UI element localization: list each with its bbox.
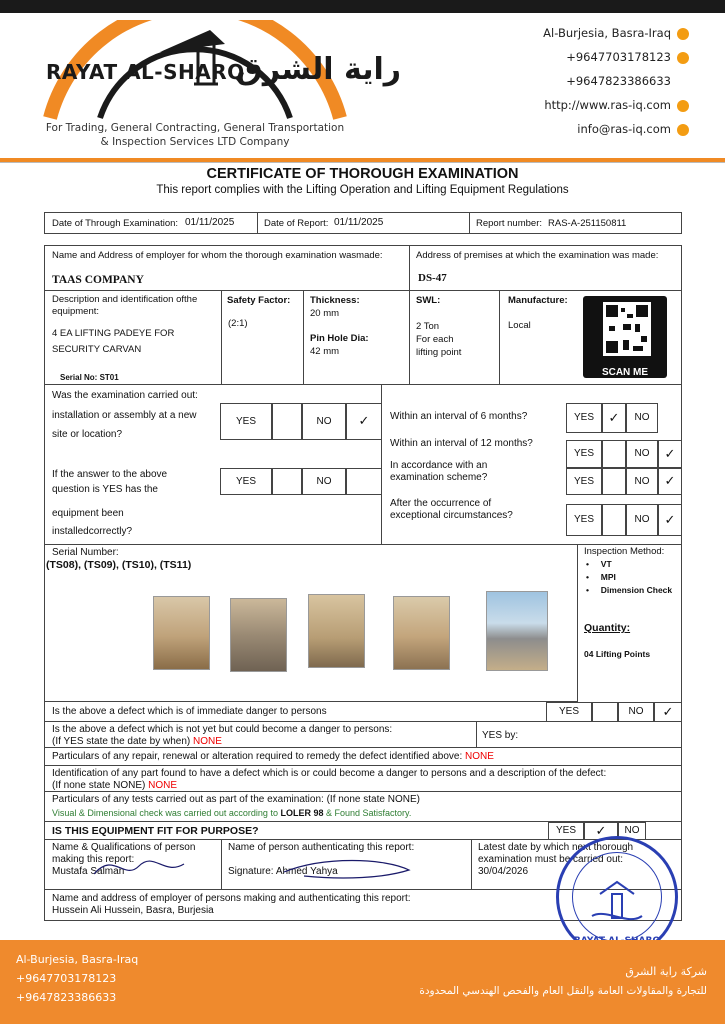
employer-persons-label: Name and address of employer of persons making and authenticating this report: bbox=[52, 893, 411, 904]
qualifications-label-1: Name & Qualifications of person bbox=[52, 842, 196, 853]
qualifications-label-2: making this report: bbox=[52, 854, 135, 865]
q2-line-2: question is YES has the bbox=[52, 484, 158, 495]
scan-me-label: SCAN ME bbox=[601, 367, 649, 378]
q1-line-3: site or location? bbox=[52, 429, 123, 440]
swl-value-3: lifting point bbox=[416, 347, 462, 358]
q5-yes-box[interactable] bbox=[602, 468, 626, 495]
manufacture-label: Manufacture: bbox=[508, 295, 568, 306]
q2-no[interactable]: NO bbox=[302, 468, 346, 495]
certificate-title: CERTIFICATE OF THOROUGH EXAMINATION bbox=[206, 166, 519, 182]
defect-4-label: Identification of any part found to have a defect which is or could become a danger to persons and a description of the defect: bbox=[52, 768, 607, 779]
inspection-method-3: • Dimension Check bbox=[586, 585, 673, 595]
brand-name-ar: راية الشرق bbox=[236, 52, 402, 87]
qr-pattern-icon bbox=[583, 296, 667, 360]
q2-line-1: If the answer to the above bbox=[52, 469, 168, 480]
photo-padeye-2 bbox=[230, 598, 287, 672]
header-address-text: Al-Burjesia, Basra-Iraq bbox=[543, 26, 671, 40]
pinhole-value: 42 mm bbox=[310, 346, 340, 357]
q3-label: Within an interval of 6 months? bbox=[390, 411, 528, 422]
defect-5-note-a: Visual & Dimensional check was carried out according to bbox=[52, 808, 278, 818]
defect-5-note-b: LOLER 98 bbox=[280, 808, 324, 818]
defect-1-no-check[interactable]: ✓ bbox=[654, 702, 682, 722]
qr-code[interactable] bbox=[583, 296, 667, 378]
q1-yes-box[interactable] bbox=[272, 403, 302, 440]
safety-value: (2:1) bbox=[228, 318, 248, 329]
tagline-line-1: For Trading, General Contracting, General Transportation bbox=[45, 122, 345, 134]
employer-label: Name and Address of employer for whom the thorough examination wasmade: bbox=[52, 250, 383, 261]
defect-1-yes[interactable]: YES bbox=[546, 702, 592, 722]
quantity-value: 04 Lifting Points bbox=[584, 649, 651, 659]
authenticating-label: Name of person authenticating this report: bbox=[228, 842, 415, 853]
latest-date-label-2: examination must be carried out: bbox=[478, 854, 624, 865]
photo-padeye-3 bbox=[308, 594, 365, 668]
q3-yes-check[interactable]: ✓ bbox=[602, 403, 626, 433]
q4-yes[interactable]: YES bbox=[566, 440, 602, 468]
q4-yes-box[interactable] bbox=[602, 440, 626, 468]
q2-yes-box[interactable] bbox=[272, 468, 302, 495]
defect-1-no[interactable]: NO bbox=[618, 702, 654, 722]
footer-phone-2: +9647823386633 bbox=[16, 991, 117, 1004]
q2-no-box[interactable] bbox=[346, 468, 382, 495]
report-date-label: Date of Report: bbox=[264, 218, 329, 229]
header-email[interactable] bbox=[577, 122, 689, 136]
footer-address: Al-Burjesia, Basra-Iraq bbox=[16, 953, 139, 966]
premises-label: Address of premises at which the examination was made: bbox=[416, 250, 659, 261]
q1-yes[interactable]: YES bbox=[220, 403, 272, 440]
header-phone-1-text: +9647703178123 bbox=[566, 50, 671, 64]
inspection-method-1-text: VT bbox=[600, 559, 612, 569]
description-label: Description and identification ofthe equipment: bbox=[52, 294, 198, 317]
footer-arabic-1: شركة راية الشرق bbox=[625, 965, 707, 978]
serial-no: Serial No: ST01 bbox=[60, 373, 119, 382]
defect-5-note bbox=[52, 807, 411, 819]
photo-padeye-4 bbox=[393, 596, 450, 670]
swl-label: SWL: bbox=[416, 295, 441, 306]
header-email-text[interactable]: info@ras-iq.com bbox=[577, 122, 671, 136]
q4-label: Within an interval of 12 months? bbox=[390, 438, 533, 449]
q1-line-1: Was the examination carried out: bbox=[52, 390, 198, 401]
qualifications-value: Mustafa Salman bbox=[52, 866, 125, 877]
inspection-method-3-text: Dimension Check bbox=[600, 585, 673, 595]
fit-no[interactable]: NO bbox=[618, 822, 646, 840]
defect-5-note-c: & Found Satisfactory. bbox=[326, 808, 412, 818]
latest-date-value: 30/04/2026 bbox=[478, 866, 529, 877]
header-divider-line bbox=[0, 162, 725, 163]
defect-1-label: Is the above a defect which is of immediate danger to persons bbox=[52, 706, 327, 717]
report-number-value: RAS-A-251150811 bbox=[548, 218, 627, 229]
thickness-label: Thickness: bbox=[310, 295, 360, 306]
authenticating-value: Signature: Ahmed Yahya bbox=[228, 866, 338, 877]
phone-icon bbox=[677, 52, 689, 64]
latest-date-label-1: Latest date by which next thorough bbox=[478, 842, 634, 853]
header-phone-2-text: +9647823386633 bbox=[566, 74, 671, 88]
quantity-label: Quantity: bbox=[584, 622, 631, 634]
photo-caravan bbox=[486, 591, 548, 671]
defect-2-note bbox=[52, 736, 222, 748]
serial-number-label: Serial Number: bbox=[52, 547, 119, 558]
q5-line-2: examination scheme? bbox=[390, 472, 488, 483]
employer-persons-value: Hussein Ali Hussein, Basra, Burjesia bbox=[52, 905, 214, 916]
inspection-method-1: • VT bbox=[586, 559, 612, 569]
location-icon bbox=[677, 28, 689, 40]
defect-4-note bbox=[52, 780, 177, 792]
exam-date-value: 01/11/2025 bbox=[185, 217, 235, 228]
q2-line-3: equipment been bbox=[52, 508, 124, 519]
globe-icon bbox=[677, 100, 689, 112]
manufacture-value: Local bbox=[508, 320, 531, 331]
footer-arabic-2: للتجارة والمقاولات العامة والنقل العام والفحص الهندسي المحدودة bbox=[419, 985, 707, 997]
report-date-value: 01/11/2025 bbox=[334, 217, 384, 228]
defect-2-label: Is the above a defect which is not yet but could become a danger to persons: bbox=[52, 724, 393, 735]
fit-yes-check[interactable]: ✓ bbox=[584, 822, 618, 840]
employer-value: TAAS COMPANY bbox=[52, 274, 144, 286]
q5-no[interactable]: NO bbox=[626, 468, 658, 495]
q4-no-check[interactable]: ✓ bbox=[658, 440, 682, 468]
report-number-label: Report number: bbox=[476, 218, 543, 229]
description-value-1: 4 EA LIFTING PADEYE FOR bbox=[52, 328, 175, 339]
signature-scribble-icon bbox=[84, 846, 414, 886]
defect-2-note-text: (If YES state the date by when) bbox=[52, 736, 191, 747]
certificate-subtitle: This report complies with the Lifting Operation and Lifting Equipment Regulations bbox=[156, 184, 569, 196]
q2-line-4: installedcorrectly? bbox=[52, 526, 133, 537]
defect-4-note-text: (If none state NONE) bbox=[52, 780, 146, 791]
q6-no-check[interactable]: ✓ bbox=[658, 504, 682, 536]
q6-no[interactable]: NO bbox=[626, 504, 658, 536]
tagline bbox=[40, 121, 350, 149]
yes-by-label: YES by: bbox=[482, 730, 519, 741]
swl-value-2: For each bbox=[416, 334, 454, 345]
tagline-line-2: & Inspection Services LTD Company bbox=[100, 136, 290, 148]
q2-yes[interactable]: YES bbox=[220, 468, 272, 495]
mail-icon bbox=[677, 124, 689, 136]
q5-line-1: In accordance with an bbox=[390, 460, 488, 471]
footer-phone-1: +9647703178123 bbox=[16, 972, 117, 985]
defect-4-none: NONE bbox=[148, 780, 178, 791]
q3-yes[interactable]: YES bbox=[566, 403, 602, 433]
defect-3-none: NONE bbox=[465, 751, 494, 762]
q4-no[interactable]: NO bbox=[626, 440, 658, 468]
serial-number-value: (TS08), (TS09), (TS10), (TS11) bbox=[46, 559, 192, 571]
q6-line-1: After the occurrence of bbox=[390, 498, 492, 509]
inspection-method-2-text: MPI bbox=[600, 572, 616, 582]
inspection-method-label: Inspection Method: bbox=[584, 546, 665, 557]
q6-yes-box[interactable] bbox=[602, 504, 626, 536]
q6-line-2: exceptional circumstances? bbox=[390, 510, 513, 521]
top-bar bbox=[0, 0, 725, 13]
pinhole-label: Pin Hole Dia: bbox=[310, 333, 369, 344]
fit-label: IS THIS EQUIPMENT FIT FOR PURPOSE? bbox=[52, 825, 259, 837]
header-phone-1 bbox=[566, 50, 689, 64]
fit-yes[interactable]: YES bbox=[548, 822, 584, 840]
q1-line-2: installation or assembly at a new bbox=[52, 410, 197, 421]
defect-3-label bbox=[52, 751, 494, 763]
exam-date-label: Date of Through Examination: bbox=[52, 218, 179, 229]
q3-no[interactable]: NO bbox=[626, 403, 658, 433]
defect-5-label: Particulars of any tests carried out as part of the examination: (If none state NONE) bbox=[52, 794, 420, 805]
q5-no-check[interactable]: ✓ bbox=[658, 468, 682, 495]
q1-no[interactable]: NO bbox=[302, 403, 346, 440]
header-website[interactable] bbox=[544, 98, 689, 112]
photo-padeye-1 bbox=[153, 596, 210, 670]
defect-1-yes-box[interactable] bbox=[592, 702, 618, 722]
swl-value-1: 2 Ton bbox=[416, 321, 440, 332]
description-value-2: SECURITY CARVAN bbox=[52, 344, 142, 355]
q5-yes[interactable]: YES bbox=[566, 468, 602, 495]
defect-3-text: Particulars of any repair, renewal or alteration required to remedy the defect identified above: bbox=[52, 751, 463, 762]
premises-value: DS-47 bbox=[418, 272, 447, 284]
header-address bbox=[543, 26, 689, 40]
header-website-text[interactable]: http://www.ras-iq.com bbox=[544, 98, 671, 112]
q1-no-check[interactable]: ✓ bbox=[346, 403, 382, 440]
q6-yes[interactable]: YES bbox=[566, 504, 602, 536]
thickness-value: 20 mm bbox=[310, 308, 340, 319]
safety-label: Safety Factor: bbox=[227, 295, 291, 306]
header-phone-2 bbox=[566, 74, 671, 88]
inspection-method-2: • MPI bbox=[586, 572, 616, 582]
defect-2-none: NONE bbox=[193, 736, 222, 747]
brand-name-en: RAYAT AL-SHARQ bbox=[46, 60, 245, 84]
